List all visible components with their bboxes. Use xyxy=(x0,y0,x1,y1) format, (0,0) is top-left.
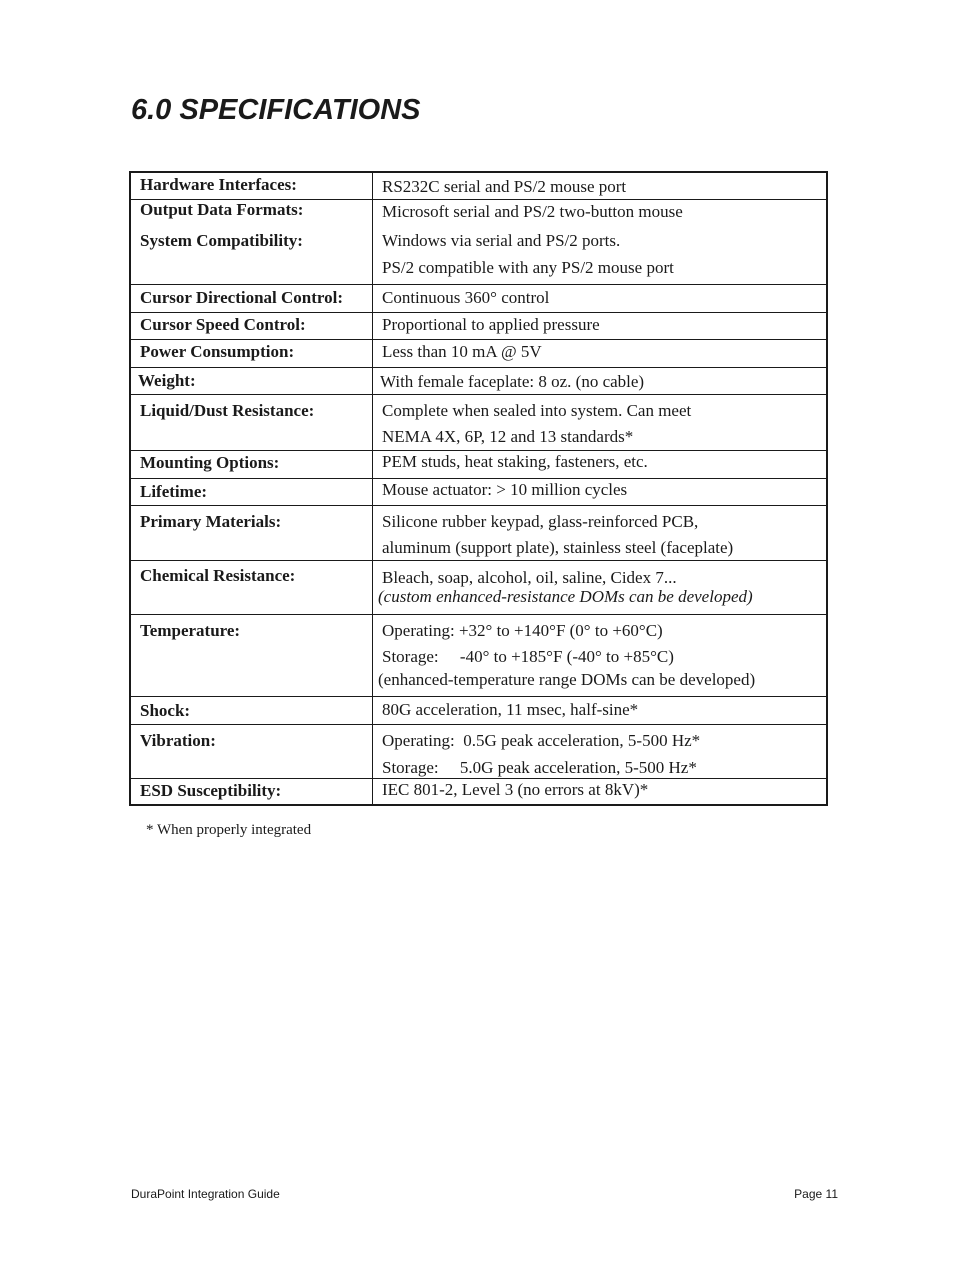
spec-row-cursor-speed xyxy=(131,312,826,340)
spec-row-weight xyxy=(131,367,826,395)
spec-label: Temperature: xyxy=(140,621,241,640)
footer-document-title: DuraPoint Integration Guide xyxy=(131,1187,280,1201)
spec-value: aluminum (support plate), stainless steel (faceplate) xyxy=(382,538,734,557)
spec-row-vibration xyxy=(131,724,826,779)
spec-value: With female faceplate: 8 oz. (no cable) xyxy=(380,372,645,391)
spec-value: Microsoft serial and PS/2 two-button mouse xyxy=(382,202,683,221)
spec-value: PEM studs, heat staking, fasteners, etc. xyxy=(382,452,648,471)
spec-row-lifetime xyxy=(131,478,826,506)
spec-value: Proportional to applied pressure xyxy=(382,315,600,334)
spec-label: Weight: xyxy=(138,371,196,390)
spec-label: Liquid/Dust Resistance: xyxy=(140,401,315,420)
spec-label: Output Data Formats: xyxy=(140,200,304,219)
spec-value: Less than 10 mA @ 5V xyxy=(382,342,542,361)
spec-value: Complete when sealed into system. Can meet xyxy=(382,401,692,420)
spec-row-temperature xyxy=(131,614,826,697)
spec-row-mounting xyxy=(131,450,826,479)
spec-label: Chemical Resistance: xyxy=(140,566,296,585)
spec-value: Mouse actuator: > 10 million cycles xyxy=(382,480,628,499)
spec-value: Storage: 5.0G peak acceleration, 5-500 Hz* xyxy=(382,758,697,777)
spec-row-hardware-interfaces xyxy=(131,173,826,199)
spec-value-note: (enhanced-temperature range DOMs can be developed) xyxy=(378,670,756,689)
footnote: * When properly integrated xyxy=(146,822,312,838)
spec-value: 80G acceleration, 11 msec, half-sine* xyxy=(382,700,639,719)
spec-label: Cursor Directional Control: xyxy=(140,288,344,307)
spec-value: Operating: +32° to +140°F (0° to +60°C) xyxy=(382,621,663,640)
spec-label: Shock: xyxy=(140,701,191,720)
spec-label: System Compatibility: xyxy=(140,231,303,250)
spec-value-note: (custom enhanced-resistance DOMs can be developed) xyxy=(378,587,753,606)
spec-label: Mounting Options: xyxy=(140,453,280,472)
specifications-table xyxy=(129,171,828,806)
spec-label: ESD Susceptibility: xyxy=(140,781,282,800)
footer-page-number: Page 11 xyxy=(794,1187,838,1201)
spec-value: Continuous 360° control xyxy=(382,288,550,307)
spec-row-cursor-directional xyxy=(131,284,826,312)
spec-label: Hardware Interfaces: xyxy=(140,175,297,194)
spec-row-liquid-dust xyxy=(131,394,826,451)
spec-value: Operating: 0.5G peak acceleration, 5-500 Hz* xyxy=(382,731,701,750)
spec-label: Primary Materials: xyxy=(140,512,282,531)
spec-row-materials xyxy=(131,505,826,561)
spec-value: IEC 801-2, Level 3 (no errors at 8kV)* xyxy=(382,780,649,799)
spec-row-shock xyxy=(131,696,826,725)
spec-value: Silicone rubber keypad, glass-reinforced PCB, xyxy=(382,512,699,531)
spec-label: Lifetime: xyxy=(140,482,208,501)
page-title: 6.0 SPECIFICATIONS xyxy=(131,94,421,126)
spec-value: RS232C serial and PS/2 mouse port xyxy=(382,177,627,196)
spec-row-chemical xyxy=(131,560,826,615)
spec-value: NEMA 4X, 6P, 12 and 13 standards* xyxy=(382,427,634,446)
spec-label: Power Consumption: xyxy=(140,342,295,361)
spec-value: Windows via serial and PS/2 ports. xyxy=(382,231,621,250)
spec-value: Storage: -40° to +185°F (-40° to +85°C) xyxy=(382,647,674,666)
spec-label: Cursor Speed Control: xyxy=(140,315,306,334)
spec-value: PS/2 compatible with any PS/2 mouse port xyxy=(382,258,674,277)
spec-row-esd xyxy=(131,778,826,807)
spec-row-output-and-compatibility xyxy=(131,199,826,284)
spec-row-power xyxy=(131,339,826,368)
spec-label: Vibration: xyxy=(140,731,216,750)
spec-value: Bleach, soap, alcohol, oil, saline, Cidex 7... xyxy=(382,568,677,587)
